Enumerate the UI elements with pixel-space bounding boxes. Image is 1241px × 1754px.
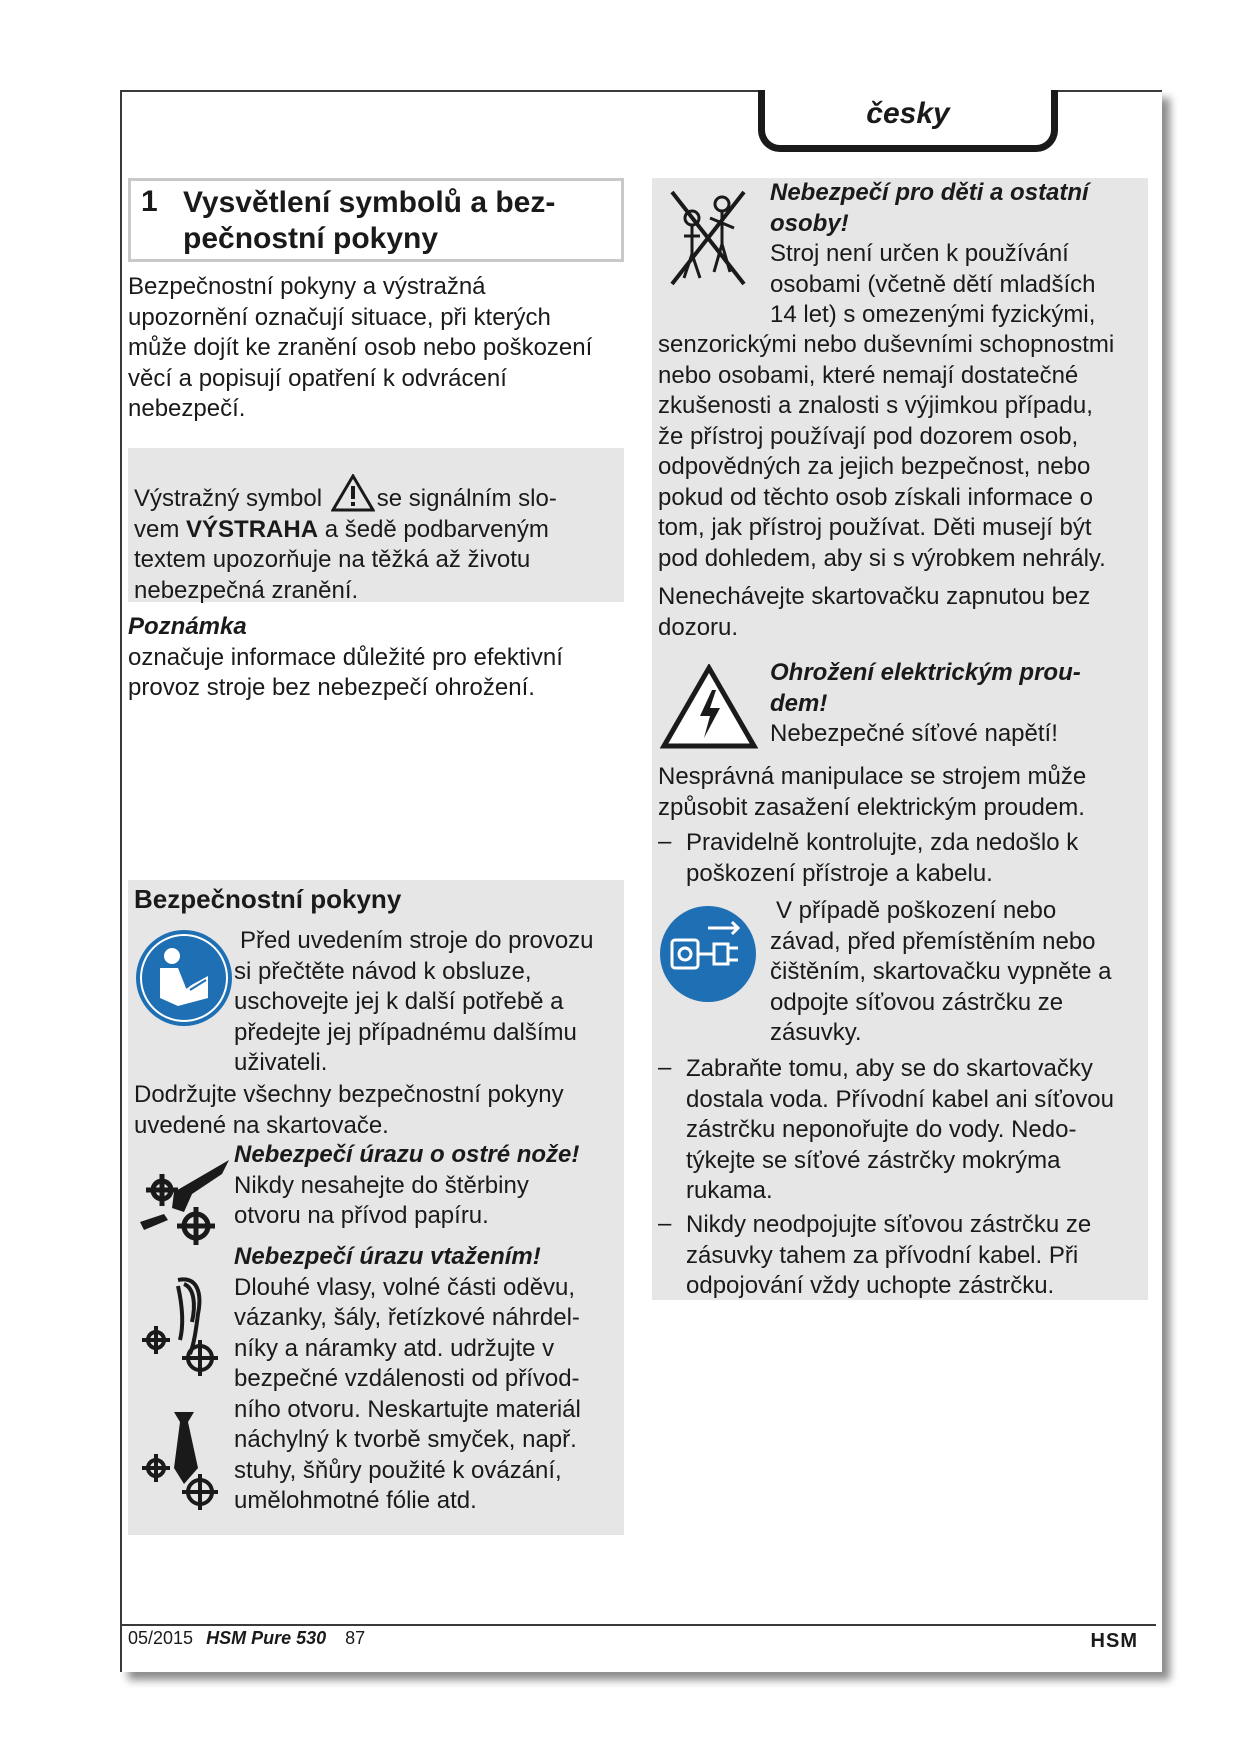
- note-line: označuje informace důležité pro efektivní: [128, 643, 563, 671]
- footer-divider: [120, 1624, 1156, 1626]
- knife-line: otvoru na přívod papíru.: [234, 1202, 489, 1229]
- children-line: pokud od těchto osob získali informace o: [658, 483, 1093, 511]
- children-title-line: osoby!: [770, 209, 849, 237]
- unplug-icon: [658, 904, 758, 1004]
- note-title: Poznámka: [128, 613, 247, 640]
- warning-triangle-icon: [331, 474, 375, 512]
- manual-line: si přečtěte návod k obsluze,: [234, 957, 532, 985]
- hair-entanglement-icon: [138, 1274, 234, 1384]
- warning-text: a šedě podbarveným: [318, 515, 549, 543]
- intro-line: Bezpečnostní pokyny a výstražná: [128, 273, 486, 300]
- children-line: odpovědných za jejich bezpečnost, nebo: [658, 453, 1091, 480]
- language-label: česky: [866, 97, 950, 130]
- unplug-line: zásuvky.: [770, 1019, 862, 1046]
- section-number: 1: [141, 185, 158, 218]
- bullet-dash: –: [658, 1210, 672, 1237]
- unplug-line: V případě poškození nebo: [776, 897, 1057, 924]
- electric-line: Nesprávná manipulace se strojem může: [658, 763, 1087, 790]
- bullet-line: odpojování vždy uchopte zástrčku.: [686, 1272, 1055, 1299]
- bullet-line: poškození přístroje a kabelu.: [686, 859, 993, 887]
- unplug-line: odpojte síťovou zástrčku ze: [770, 988, 1064, 1016]
- warning-line: [134, 474, 614, 515]
- read-manual-icon: [134, 928, 234, 1028]
- manual-line: uschovejte jej k další potřebě a: [234, 988, 564, 1015]
- electric-title-line: dem!: [770, 689, 828, 717]
- pull-hazard-title: Nebezpečí úrazu vtažením!: [234, 1243, 541, 1270]
- pull-line: ního otvoru. Neskartujte materiál: [234, 1395, 581, 1423]
- electric-title-line: Ohrožení elektrickým prou-: [770, 659, 1081, 686]
- safety-heading: Bezpečnostní pokyny: [134, 884, 402, 914]
- electric-line: způsobit zasažení elektrickým proudem.: [658, 793, 1085, 821]
- bullet-line: Nikdy neodpojujte síťovou zástrčku ze: [686, 1211, 1092, 1238]
- pull-line: umělohmotné fólie atd.: [234, 1487, 477, 1514]
- electric-shock-icon: [660, 664, 758, 750]
- intro-paragraph: [128, 272, 628, 425]
- unplug-line: čištěním, skartovačku vypněte a: [770, 958, 1112, 985]
- intro-line: nebezpečí.: [128, 395, 246, 422]
- bullet-line: dostala voda. Přívodní kabel ani síťovou: [686, 1085, 1114, 1113]
- children-line: nebo osobami, které nemají dostatečné: [658, 361, 1079, 389]
- unplug-line: závad, před přemístěním nebo: [770, 927, 1096, 955]
- intro-line: může dojít ke zranění osob nebo poškození: [128, 334, 593, 361]
- warning-line: nebezpečná zranění.: [134, 576, 359, 604]
- note-line: provoz stroje bez nebezpečí ohrožení.: [128, 674, 535, 701]
- footer-model: HSM Pure 530: [206, 1628, 327, 1648]
- manual-line: předejte jej případnému dalšímu: [234, 1018, 577, 1046]
- bullet-line: Pravidelně kontrolujte, zda nedošlo k: [686, 829, 1079, 856]
- warning-text: vem: [134, 515, 187, 543]
- unattended-line: dozoru.: [658, 613, 739, 641]
- warning-line: textem upozorňuje na těžká až životu: [134, 546, 531, 573]
- children-line: zkušenosti a znalosti s výjimkou případu,: [658, 392, 1093, 419]
- page-number: 87: [345, 1628, 366, 1648]
- children-title-line: Nebezpečí pro děti a ostatní: [770, 179, 1089, 206]
- warning-text: Výstražný symbol: [134, 485, 323, 512]
- safety-box: [128, 880, 624, 1535]
- knife-line: Nikdy nesahejte do štěrbiny: [234, 1171, 529, 1199]
- children-line: tom, jak přístroj používat. Děti musejí být: [658, 514, 1092, 541]
- electric-subtitle: Nebezpečné síťové napětí!: [770, 720, 1058, 747]
- intro-line: věcí a popisují opatření k odvrácení: [128, 364, 507, 392]
- follow-line: Dodržujte všechny bezpečnostní pokyny: [134, 1081, 564, 1108]
- pull-line: vázanky, šály, řetízkové náhrdel-: [234, 1304, 580, 1331]
- no-children-icon: [666, 188, 750, 288]
- pull-line: bezpečné vzdálenosti od přívod-: [234, 1365, 580, 1392]
- bullet-line: týkejte se síťové zástrčky mokrýma: [686, 1146, 1061, 1174]
- intro-line: upozornění označují situace, při kterých: [128, 303, 551, 331]
- manual-line: Před uvedením stroje do provozu: [240, 927, 594, 954]
- footer-date: 05/2015: [128, 1628, 194, 1648]
- hsm-logo: HSM: [1090, 1630, 1138, 1652]
- tie-entanglement-icon: [138, 1408, 234, 1518]
- pull-line: níky a náramky atd. udržujte v: [234, 1334, 555, 1362]
- warning-text: se signálním slo-: [376, 485, 557, 512]
- children-line: že přístroj používají pod dozorem osob,: [658, 422, 1079, 450]
- bullet-dash: –: [658, 1054, 672, 1081]
- children-line: 14 let) s omezenými fyzickými,: [770, 301, 1096, 328]
- pull-line: stuhy, šňůry použité k ovázání,: [234, 1456, 562, 1484]
- section-title-box: [128, 178, 624, 262]
- warning-line: [134, 515, 614, 546]
- knife-hazard-title: Nebezpečí úrazu o ostré nože!: [234, 1141, 580, 1168]
- children-line: osobami (včetně dětí mladších: [770, 270, 1096, 298]
- bullet-line: rukama.: [686, 1177, 773, 1204]
- pull-line: Dlouhé vlasy, volné části oděvu,: [234, 1273, 576, 1301]
- section-title: Vysvětlení symbolů a bez- pečnostní pokyny: [183, 186, 556, 255]
- language-tab: [758, 90, 1058, 152]
- footer: [128, 1628, 1148, 1658]
- children-line: Stroj není určen k používání: [770, 240, 1069, 267]
- warning-box: [128, 448, 624, 602]
- note-block: [128, 612, 628, 704]
- bullet-dash: –: [658, 828, 672, 855]
- bullet-line: Zabraňte tomu, aby se do skartovačky: [686, 1055, 1093, 1082]
- unattended-line: Nenechávejte skartovačku zapnutou bez: [658, 583, 1091, 610]
- manual-line: uživateli.: [234, 1049, 328, 1076]
- bullet-line: zástrčku neponořujte do vody. Nedo-: [686, 1116, 1077, 1143]
- right-safety-column: [652, 178, 1148, 1300]
- children-line: senzorickými nebo duševními schopnostmi: [658, 331, 1115, 358]
- warning-keyword: VÝSTRAHA: [186, 515, 319, 543]
- children-line: pod dohledem, aby si s výrobkem nehrály.: [658, 544, 1106, 572]
- bullet-line: zásuvky tahem za přívodní kabel. Při: [686, 1241, 1079, 1269]
- follow-line: uvedené na skartovače.: [134, 1111, 389, 1139]
- pull-line: náchylný k tvorbě smyček, např.: [234, 1426, 577, 1453]
- knife-hazard-icon: [134, 1152, 234, 1252]
